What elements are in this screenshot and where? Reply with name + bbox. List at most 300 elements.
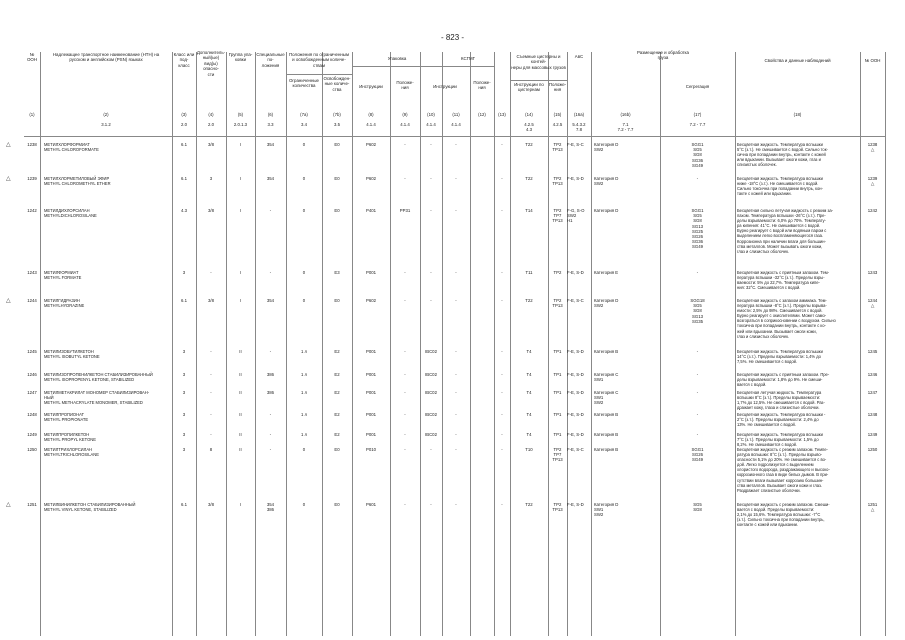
cell-un-number: 1245 <box>27 349 37 354</box>
cell-packing-instruction: P001 <box>365 412 377 417</box>
column-rule <box>322 52 323 636</box>
cell-stowage: Категория E <box>594 270 619 275</box>
cell-packing-provision: - <box>404 349 406 354</box>
column-rule <box>510 52 511 636</box>
cell-column-12: - <box>501 432 503 437</box>
cell-subsidiary-hazard: 3 <box>209 176 213 181</box>
column-rule <box>420 52 421 636</box>
cell-tank-instruction: T4 <box>526 432 532 437</box>
cell-tank-provision: TP2 <box>553 270 562 275</box>
cell-segregation: - <box>696 432 699 437</box>
column-rule <box>352 52 353 636</box>
cell-tank-provision: TP1 <box>553 432 562 437</box>
cell-shipping-name: МЕТИЛИЗОБУТИЛКЕТОН METHYL ISOBUTYL KETONE <box>44 349 100 360</box>
cell-limited-quantity: 1 л <box>300 372 308 377</box>
cell-segregation: SGG1 SG5 SG8 SG13 SG25 SG26 SG36 SG49 <box>691 208 704 250</box>
cell-excepted-quantity: E3 <box>334 270 340 275</box>
cell-properties: Бесцветная жидкость с приятным запахом. Тем- пература вспышки -32°C (з.т.). Пределы взры- ваемости: 5% до 22,7%. Температура кипе- ния: 32°C. Смешивается с водой. <box>737 270 830 291</box>
cell-special-provisions: 354 <box>266 298 275 303</box>
cell-column-12: - <box>501 176 503 181</box>
cell-excepted-quantity: E0 <box>334 298 340 303</box>
cell-packing-instruction: P001 <box>365 349 377 354</box>
cell-special-provisions: 386 <box>266 390 275 395</box>
cell-class: 6.1 <box>181 142 187 147</box>
column-reference: 7.2 - 7.7 <box>689 122 706 127</box>
cell-segregation: - <box>696 349 699 354</box>
cell-ems: F-E, S-D <box>567 390 584 395</box>
column-number: (3) <box>181 112 187 117</box>
cell-properties: Бесцветная сильно летучая жидкость с резким за- пахом. Температура вспышки -26°C (з.т.). Пре- делы взрываемости: 6,0% до 70%. Температу- ра кипения: 41°C. Не смешивается с водой. Бурно реагирует с водой или водяным паром с выделением легко воспламеняющегося газа. Коррозионна при наличии влаги для большин- ства металлов. Может вызывать ожоги кожи, глаз и слизистых оболочек. <box>737 208 833 254</box>
cell-ems: F-E, S-C <box>567 298 584 303</box>
cell-excepted-quantity: E0 <box>334 502 340 507</box>
cell-tank-provision: TP2 TP13 <box>552 142 563 153</box>
cell-excepted-quantity: E2 <box>334 412 340 417</box>
cell-ibc-provision: - <box>455 390 457 395</box>
cell-un-number-right: 1248 <box>867 412 878 417</box>
cell-packing-group: I <box>239 142 242 147</box>
column-rule <box>442 52 443 636</box>
cell-properties: Бесцветная жидкость с запахом аммиака. Тем- пература вспышки -8°C (з.т.). Пределы взрыва- емости: 2,5% до 98%. Смешивается с водой. Бурно реагирует с окислителями. Может само- возгораться в соприкосновении с воздухом. Сильно токсична при попадании внутрь, контакте с ко- жей или вдыхании. Вызывает ожоги кожи, глаз и слизистых оболочек. <box>737 298 836 339</box>
cell-packing-group: I <box>239 208 242 213</box>
header-c17: Свойства и данные наблюдений <box>764 58 831 63</box>
cell-packing-provision: - <box>404 176 406 181</box>
cell-limited-quantity: 0 <box>302 176 306 181</box>
cell-column-12: - <box>501 298 503 303</box>
cell-properties: Бесцветная жидкость. Температура вспышки 5°C (з.т.). Не смешивается с водой. Сильно ток- сична при попадании внутрь, контакте с кожей или вдыхании. Вызывает ожоги кожи, глаз и слизистых оболочек. <box>737 142 828 168</box>
header-c7b: Освобожден- ные количе- ства <box>323 76 351 92</box>
cell-packing-provision: - <box>404 270 406 275</box>
column-rule <box>548 52 549 636</box>
cell-subsidiary-hazard: 3/8 <box>208 142 214 147</box>
cell-subsidiary-hazard: 3/8 <box>208 298 214 303</box>
cell-ibc-provision: - <box>455 447 457 452</box>
cell-ibc-instruction: - <box>430 270 432 275</box>
cell-special-provisions: 354 <box>266 142 275 147</box>
column-reference: 4.2.5 4.3 <box>524 122 534 133</box>
cell-excepted-quantity: E0 <box>334 208 340 213</box>
column-reference: 4.1.4 <box>451 122 461 127</box>
header-c1: № ООН <box>26 52 37 63</box>
column-reference: 4.1.4 <box>366 122 376 127</box>
cell-ibc-provision: - <box>455 412 457 417</box>
column-number: (16b) <box>620 112 631 117</box>
header-c16b: Сегрегация <box>685 84 710 89</box>
cell-packing-group: II <box>239 447 242 452</box>
cell-ems: F-E, S-D <box>567 432 584 437</box>
cell-properties: Бесцветная летучая жидкость. Температура вспышки 8°C (з.т.). Пределы взрываемости: 1,7% до 12,5%. Не смешивается с водой. Раз- дражает кожу, глаза и слизистые оболочки. <box>737 390 825 411</box>
column-reference: 2.0 <box>181 122 187 127</box>
cell-tank-provision: TP2 TP13 <box>552 298 563 309</box>
cell-class: 4.3 <box>181 208 187 213</box>
header-c18: № ООН <box>864 58 881 63</box>
cell-packing-group: I <box>239 270 242 275</box>
cell-shipping-name: МЕТИЛГИДРАЗИН METHYLHYDRAZINE <box>44 298 85 309</box>
column-rule <box>591 52 592 636</box>
cell-stowage: Категория B <box>594 349 619 354</box>
cell-ibc-instruction: - <box>430 502 432 507</box>
cell-subsidiary-hazard: - <box>210 349 212 354</box>
cell-special-provisions: - <box>269 208 272 213</box>
change-marker-icon: △ <box>6 142 11 148</box>
column-rule <box>470 52 471 636</box>
cell-stowage: Категория D SW2 <box>594 142 619 153</box>
cell-ibc-instruction: IBC02 <box>425 372 437 377</box>
cell-un-number: 1246 <box>27 372 37 377</box>
cell-un-number-right: 1247 <box>867 390 878 395</box>
cell-ibc-provision: - <box>455 298 457 303</box>
cell-limited-quantity: 0 <box>302 142 306 147</box>
cell-tank-instruction: T14 <box>525 208 533 213</box>
column-number: (7a) <box>300 112 308 117</box>
cell-un-number: 1243 <box>27 270 37 275</box>
cell-tank-provision: TP2 TP7 TP13 <box>552 447 563 463</box>
cell-special-provisions: - <box>269 349 272 354</box>
cell-ems: F-E, S-D <box>567 502 584 507</box>
cell-packing-group: II <box>239 349 242 354</box>
cell-ems: F-G, S-O SW2 H1 <box>567 208 585 224</box>
cell-column-12: - <box>501 208 503 213</box>
cell-subsidiary-hazard: - <box>210 270 212 275</box>
cell-ibc-provision: - <box>455 502 457 507</box>
cell-un-number-right: 1239 △ <box>867 176 878 187</box>
header-rule <box>352 66 494 67</box>
cell-packing-instruction: P010 <box>365 447 377 452</box>
cell-ems: F-E, S-C <box>567 447 584 452</box>
column-reference: 5.4.3.2 7.8 <box>572 122 586 133</box>
cell-segregation: - <box>696 372 699 377</box>
column-number: (1) <box>29 112 35 117</box>
cell-packing-provision: - <box>404 142 406 147</box>
column-reference: 2.0.1.3 <box>233 122 248 127</box>
cell-tank-provision: TP2 TP13 <box>552 502 563 513</box>
cell-packing-instruction: P602 <box>365 176 377 181</box>
header-c4: Дополнитель- ный(ые) вид(ы) опасно- сти <box>196 50 226 77</box>
cell-stowage: Категория C SW1 SW2 <box>594 390 619 406</box>
cell-subsidiary-hazard: 3/8 <box>208 208 214 213</box>
cell-tank-instruction: T4 <box>526 372 532 377</box>
cell-segregation: - <box>696 412 699 417</box>
cell-ibc-provision: - <box>455 270 457 275</box>
cell-packing-group: I <box>239 502 242 507</box>
cell-packing-instruction: P601 <box>365 502 377 507</box>
cell-properties: Бесцветная жидкость. Температура вспышки 14°C (з.т.). Пределы взрываемости: 1,4% до 7,5%. Не смешивается с водой. <box>737 349 823 365</box>
cell-stowage: Категория D <box>594 208 619 213</box>
cell-ibc-provision: - <box>455 208 457 213</box>
cell-subsidiary-hazard: - <box>210 412 212 417</box>
column-rule <box>735 52 736 636</box>
cell-ibc-instruction: - <box>430 447 432 452</box>
cell-segregation: SG5 SG8 <box>693 502 702 513</box>
column-rule <box>860 52 861 636</box>
column-reference: 7.1 7.2 - 7.7 <box>617 122 634 133</box>
cell-shipping-name: МЕТИЛХЛОРМЕТИЛОВЫЙ ЭФИР METHYL CHLOROMETHYL ETHER <box>44 176 111 187</box>
column-number: (12) <box>478 112 486 117</box>
cell-ems: F-E, S-C <box>567 142 584 147</box>
column-number: (14) <box>525 112 533 117</box>
cell-un-number-right: 1238 △ <box>867 142 878 153</box>
cell-packing-group: II <box>239 432 242 437</box>
cell-tank-provision: TP2 TP13 <box>552 176 563 187</box>
cell-un-number-right: 1243 <box>867 270 878 275</box>
header-c6: Специальные по- ложения <box>256 52 285 68</box>
cell-un-number-right: 1251 △ <box>867 502 878 513</box>
cell-ibc-instruction: IBC02 <box>425 412 437 417</box>
cell-ibc-instruction: - <box>430 298 432 303</box>
cell-class: 6.1 <box>181 502 187 507</box>
cell-un-number: 1248 <box>27 412 37 417</box>
header-c10g: КСГМГ <box>461 56 475 61</box>
cell-tank-instruction: T4 <box>526 390 532 395</box>
header-bottom-rule <box>24 136 885 137</box>
cell-shipping-name: МЕТИЛИЗОПРОПЕНИЛКЕТОН СТАБИЛИЗИРОВАННЫЙ METHYL ISOPROPENYL KETONE, STABILIZED <box>44 372 153 383</box>
column-number: (11) <box>452 112 460 117</box>
column-rule <box>196 52 197 636</box>
cell-special-provisions: 386 <box>266 372 275 377</box>
cell-column-12: - <box>501 142 503 147</box>
cell-ems: F-E, S-D <box>567 176 584 181</box>
cell-shipping-name: МЕТИЛФОРМИАТ METHYL FORMATE <box>44 270 82 281</box>
header-c2: Надлежащее транспортное наименование (НТН) на русском и английском (PSN) языках <box>52 52 160 63</box>
cell-tank-instruction: T22 <box>525 502 533 507</box>
column-rule <box>226 52 227 636</box>
cell-tank-instruction: T22 <box>525 298 533 303</box>
cell-column-12: - <box>501 447 503 452</box>
column-reference: 3.3 <box>267 122 274 127</box>
cell-limited-quantity: 0 <box>302 502 306 507</box>
cell-tank-provision: TP1 <box>553 412 562 417</box>
cell-properties: Бесцветная жидкость. Температура вспышки 7°C (з.т.). Пределы взрываемости: 1,5% до 8,2%. Не смешивается с водой. <box>737 432 823 448</box>
cell-tank-instruction: T11 <box>525 270 533 275</box>
cell-special-provisions: - <box>269 447 272 452</box>
header-rule <box>286 74 352 75</box>
cell-packing-group: I <box>239 176 242 181</box>
cell-subsidiary-hazard: 3/8 <box>208 502 214 507</box>
cell-packing-provision: - <box>404 298 406 303</box>
change-marker-icon: △ <box>6 502 11 508</box>
column-rule <box>660 52 661 636</box>
cell-segregation: SGG18 SG5 SG8 SG13 SG35 <box>690 298 705 324</box>
cell-class: 3 <box>182 390 186 395</box>
cell-ibc-instruction: - <box>430 208 432 213</box>
column-reference: 4.1.4 <box>426 122 436 127</box>
column-reference: 3.4 <box>301 122 307 127</box>
cell-stowage: Категория B <box>594 412 619 417</box>
cell-tank-instruction: T4 <box>526 349 532 354</box>
column-rule <box>567 52 568 636</box>
cell-tank-instruction: T22 <box>525 176 533 181</box>
cell-column-12: - <box>501 412 503 417</box>
cell-stowage: Категория B <box>594 432 619 437</box>
cell-packing-instruction: P401 <box>365 208 377 213</box>
header-c10: Инструкции <box>433 84 457 89</box>
cell-un-number-right: 1242 <box>867 208 878 213</box>
cell-class: 3 <box>182 270 186 275</box>
cell-properties: Бесцветная жидкость. Температура вспышки ниже -18°C (з.т.). Не смешивается с водой. Сильно токсична при попадании внутрь, кон- такте с кожей или вдыхании. <box>737 176 823 197</box>
header-c15: АвС <box>574 54 584 59</box>
cell-shipping-name: МЕТИЛМЕТАКРИЛАТ МОНОМЕР СТАБИЛИЗИРОВАН- НЫЙ METHYL METHACRYLATE MONOMER, STABILIZED <box>44 390 150 406</box>
column-number: (5) <box>237 112 244 117</box>
header-c16g: Размещение и обработка груза <box>636 50 690 61</box>
cell-excepted-quantity: E0 <box>334 447 340 452</box>
cell-special-provisions: 354 <box>266 176 275 181</box>
cell-un-number: 1244 <box>27 298 37 303</box>
cell-excepted-quantity: E2 <box>334 432 340 437</box>
cell-limited-quantity: 1 л <box>300 349 308 354</box>
header-c14: Положе- ния <box>548 82 567 93</box>
page-number: - 823 - <box>440 33 465 42</box>
column-number: (4) <box>208 112 214 117</box>
cell-excepted-quantity: E0 <box>334 176 340 181</box>
cell-un-number: 1251 <box>27 502 37 507</box>
column-number: (8) <box>368 112 374 117</box>
cell-tank-provision: TP1 <box>553 372 562 377</box>
column-reference: 4.1.4 <box>400 122 410 127</box>
cell-packing-instruction: P001 <box>365 432 377 437</box>
cell-stowage: Категория C SW1 <box>594 372 619 383</box>
cell-un-number: 1247 <box>27 390 37 395</box>
cell-limited-quantity: 1 л <box>300 412 308 417</box>
header-c11: Положе- ния <box>473 80 491 91</box>
cell-special-provisions: - <box>269 432 272 437</box>
cell-shipping-name: МЕТИЛДИХЛОРСИЛАН METHYLDICHLOROSILANE <box>44 208 97 219</box>
cell-class: 3 <box>182 372 186 377</box>
cell-shipping-name: МЕТИЛПРОПИЛКЕТОН METHYL PROPYL KETONE <box>44 432 96 443</box>
cell-excepted-quantity: E2 <box>334 390 340 395</box>
cell-packing-provision: - <box>404 390 406 395</box>
cell-properties: Бесцветная жидкость с приятным запахом. Пре- делы взрываемости: 1,8% до 9%. Не смеши- вается с водой. <box>737 372 830 388</box>
cell-column-12: - <box>501 502 503 507</box>
cell-excepted-quantity: E2 <box>334 372 340 377</box>
cell-limited-quantity: 1 л <box>300 432 308 437</box>
cell-un-number: 1249 <box>27 432 37 437</box>
cell-tank-instruction: T4 <box>526 412 532 417</box>
cell-packing-group: II <box>239 372 242 377</box>
cell-packing-instruction: P602 <box>365 298 377 303</box>
cell-packing-provision: - <box>404 372 406 377</box>
cell-ems: F-E, S-D <box>567 349 584 354</box>
cell-ibc-instruction: IBC02 <box>425 390 437 395</box>
column-number: (7b) <box>333 112 341 117</box>
cell-stowage: Категория D SW2 <box>594 298 619 309</box>
cell-ems: F-E, S-D <box>567 412 584 417</box>
change-marker-icon: △ <box>6 176 11 182</box>
column-number: (2) <box>103 112 109 117</box>
cell-packing-provision: - <box>404 502 406 507</box>
cell-subsidiary-hazard: - <box>210 372 212 377</box>
cell-un-number-right: 1245 <box>867 349 878 354</box>
cell-ems: F-E, S-D <box>567 372 584 377</box>
cell-column-12: - <box>501 372 503 377</box>
cell-packing-group: II <box>239 390 242 395</box>
cell-ibc-instruction: - <box>430 176 432 181</box>
cell-packing-provision: - <box>404 412 406 417</box>
cell-packing-instruction: P001 <box>365 390 377 395</box>
column-number: (16a) <box>573 112 585 117</box>
cell-stowage: Категория D SW2 <box>594 176 619 187</box>
cell-stowage: Категория B <box>594 447 619 452</box>
column-number: (18) <box>793 112 802 117</box>
cell-column-12: - <box>501 349 503 354</box>
column-reference: 4.2.5 <box>552 122 563 127</box>
cell-ibc-instruction: IBC02 <box>425 432 437 437</box>
cell-packing-provision: PP31 <box>399 208 411 213</box>
cell-un-number: 1239 <box>27 176 37 181</box>
cell-un-number: 1238 <box>27 142 37 147</box>
cell-limited-quantity: 0 <box>302 208 306 213</box>
column-reference: 3.5 <box>334 122 340 127</box>
cell-excepted-quantity: E0 <box>334 142 340 147</box>
cell-segregation: SGG1 SG5 SG8 SG36 SG49 <box>691 142 704 168</box>
cell-limited-quantity: 0 <box>302 270 306 275</box>
cell-ibc-provision: - <box>455 349 457 354</box>
cell-segregation: - <box>696 176 699 181</box>
header-rule <box>510 80 567 81</box>
header-c13: Инструкции по цистернам <box>514 82 544 93</box>
cell-tank-provision: TP1 <box>553 390 562 395</box>
cell-tank-instruction: T10 <box>525 447 533 452</box>
column-number: (15) <box>553 112 562 117</box>
cell-special-provisions: 354 386 <box>266 502 275 513</box>
cell-column-12: - <box>501 390 503 395</box>
column-number: (9) <box>402 112 408 117</box>
cell-class: 3 <box>182 432 186 437</box>
cell-shipping-name: МЕТИЛТРИХЛОРСИЛАН METHYLTRICHLOROSILANE <box>44 447 99 458</box>
cell-properties: Бесцветная жидкость с резким запахом. Смеши- вается с водой. Пределы взрываемости: 2,1% до 15,6%. Температура вспышки: -7°C (з.т.). Сильно токсична при попадании внутрь, контакте с кожей или вдыхании. <box>737 502 830 528</box>
cell-packing-instruction: P001 <box>365 270 377 275</box>
cell-un-number: 1250 <box>27 447 37 452</box>
header-c5: Группа упа- ковки <box>228 52 253 63</box>
cell-class: 6.1 <box>181 176 187 181</box>
cell-tank-instruction: T22 <box>525 142 533 147</box>
column-number: (6) <box>267 112 274 117</box>
cell-shipping-name: МЕТИЛХЛОРФОРМИАТ METHYL CHLOROFORMATE <box>44 142 99 153</box>
column-number: (13) <box>498 112 506 117</box>
cell-ibc-provision: - <box>455 176 457 181</box>
cell-subsidiary-hazard: - <box>210 390 212 395</box>
cell-tank-provision: TP2 TP7 TP13 <box>552 208 563 224</box>
cell-segregation: - <box>696 270 699 275</box>
cell-packing-provision: - <box>404 447 406 452</box>
cell-un-number-right: 1244 △ <box>867 298 878 309</box>
cell-un-number: 1242 <box>27 208 37 213</box>
header-c8: Инструкции <box>359 84 383 89</box>
cell-limited-quantity: 0 <box>302 298 306 303</box>
cell-class: 3 <box>182 349 186 354</box>
column-rule <box>255 52 256 636</box>
header-c7a: Ограниченные количества <box>289 78 319 89</box>
cell-ibc-instruction: IBC02 <box>425 349 437 354</box>
cell-packing-instruction: P001 <box>365 372 377 377</box>
cell-class: 3 <box>182 412 186 417</box>
dangerous-goods-table <box>0 44 905 640</box>
cell-subsidiary-hazard: 8 <box>209 447 213 452</box>
header-c9: Положе- ния <box>396 80 414 91</box>
cell-properties: Бесцветная жидкость с резким запахом. Темпе- ратура вспышки: 8°C (з.т.). Пределы взрыво- опасности 5,1% до 20%. Не смешивается с во- дой. Легко гидролизуется с выделением хлористого водорода, раздражающего и высоко- коррозионного газа в виде белых дымов. В при- сутствии влаги вызывает коррозию большин- ства металлов. Вызывает ожоги кожи и глаз. Раздражает слизистые оболочки. <box>737 447 830 493</box>
cell-excepted-quantity: E2 <box>334 349 340 354</box>
cell-class: 6.1 <box>181 298 187 303</box>
cell-subsidiary-hazard: - <box>210 432 212 437</box>
cell-properties: Бесцветная жидкость. Температура вспышки - 2°C (з.т.). Пределы взрываемости: 2,4% до 13%. Не смешивается с водой. <box>737 412 826 428</box>
header-c3: Класс или под- класс <box>173 52 195 68</box>
cell-un-number-right: 1250 <box>867 447 878 452</box>
header-c7: Положения по ограниченным и освобожденным количе- ствам <box>289 52 349 68</box>
cell-packing-group: II <box>239 412 242 417</box>
cell-segregation: - <box>696 390 699 395</box>
column-rule <box>494 52 495 636</box>
header-c13g: Съемные цистерны и контей- неры для массовых грузов <box>511 54 566 70</box>
change-marker-icon: △ <box>6 298 11 304</box>
cell-shipping-name: МЕТИЛПРОПИОНАТ METHYL PROPIONATE <box>44 412 89 423</box>
